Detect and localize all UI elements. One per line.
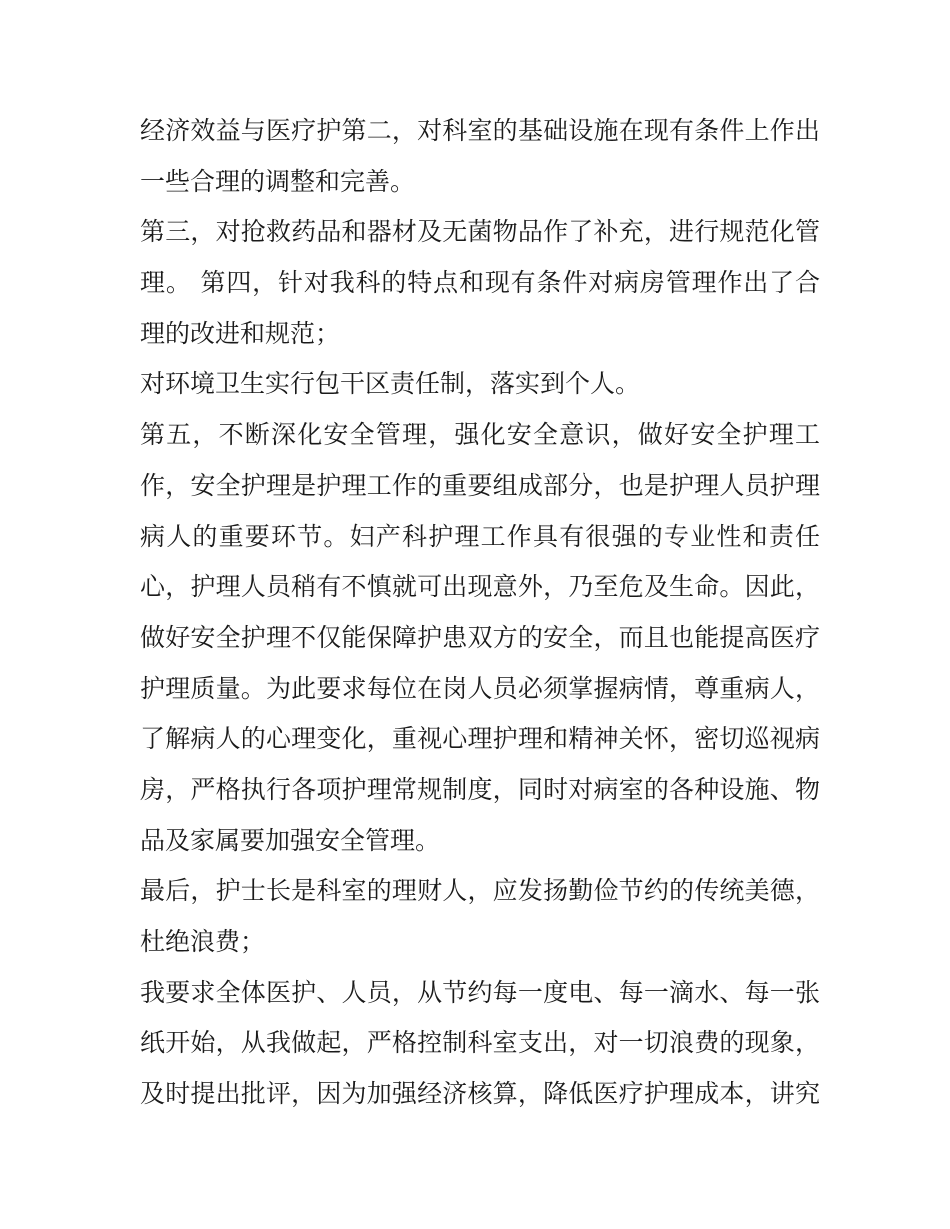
text-line: 做好安全护理不仅能保障护患双方的安全，而且也能提高医疗 [140,622,820,652]
text-line: 我要求全体医护、人员，从节约每一度电、每一滴水、每一张 [140,977,820,1007]
text-line: 对环境卫生实行包干区责任制，落实到个人。 [140,369,641,399]
document-body [140,106,820,1120]
text-line: 一些合理的调整和完善。 [140,166,416,196]
text-line: 最后，护士长是科室的理财人，应发扬勤俭节约的传统美德， [140,876,820,906]
text-line: 纸开始，从我做起，严格控制科室支出，对一切浪费的现象， [140,1028,820,1058]
text-line: 经济效益与医疗护第二，对科室的基础设施在现有条件上作出 [140,116,820,145]
text-line: 及时提出批评，因为加强经济核算，降低医疗护理成本，讲究 [140,1079,820,1109]
text-line: 第三，对抢救药品和器材及无菌物品作了补充，进行规范化管 [140,217,820,247]
text-line: 了解病人的心理变化，重视心理护理和精神关怀，密切巡视病 [140,724,820,754]
text-line: 理。 第四，针对我科的特点和现有条件对病房管理作出了合 [140,268,820,298]
text-line: 病人的重要环节。妇产科护理工作具有很强的专业性和责任 [140,521,820,551]
text-line: 作，安全护理是护理工作的重要组成部分，也是护理人员护理 [140,470,820,500]
text-line: 护理质量。为此要求每位在岗人员必须掌握病情，尊重病人， [140,673,820,703]
text-line: 杜绝浪费； [140,927,266,956]
text-line: 第五，不断深化安全管理，强化安全意识，做好安全护理工 [140,420,820,450]
text-line: 理的改进和规范； [140,318,341,348]
text-line: 房，严格执行各项护理常规制度，同时对病室的各种设施、物 [140,774,820,804]
text-line: 品及家属要加强安全管理。 [140,825,441,855]
text-line: 心，护理人员稍有不慎就可出现意外，乃至危及生命。因此， [140,572,820,602]
